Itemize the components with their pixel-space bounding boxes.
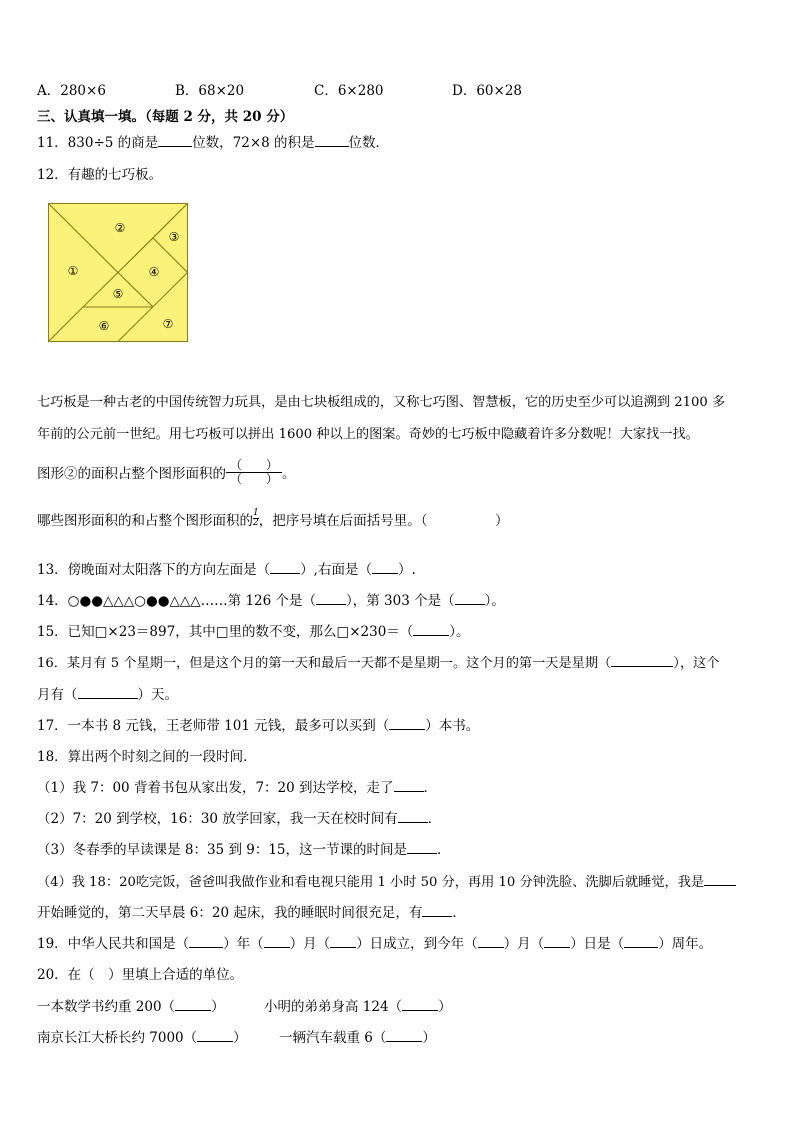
q18-s1-end: ． xyxy=(423,780,437,796)
question-12-title: 12．有趣的七巧板。 xyxy=(37,167,163,183)
question-20-item-d xyxy=(279,1029,436,1047)
q16-text-1: 16．某月有 5 个星期一，但是这个月的第一天和最后一天都不是星期一。这个月的第一天是星期（ xyxy=(37,656,612,671)
q18-s4-text: （4）我 18：20吃完饭，爸爸叫我做作业和看电视只能用 1 小时 50 分，再用 10 分钟洗脸、洗脚后就睡觉，我是 xyxy=(37,875,705,890)
question-18-title: 18．算出两个时刻之间的一段时间． xyxy=(37,749,257,765)
q15-text-2: ）。 xyxy=(449,624,470,640)
option-b: B．68×20 xyxy=(175,83,245,99)
question-12-fraction-line xyxy=(37,458,296,488)
answer-blank[interactable] xyxy=(455,592,485,605)
q18-s2-text: （2）7：20 到学校，16：30 放学回家，我一天在校时间有 xyxy=(37,811,398,827)
answer-blank[interactable] xyxy=(611,654,673,667)
answer-blank[interactable] xyxy=(478,935,504,948)
piece-label-2: ② xyxy=(114,221,126,235)
q18-s4-text-2: 开始睡觉的，第二天早晨 6：20 起床，我的睡眠时间很充足，有 xyxy=(37,905,423,921)
answer-blank[interactable] xyxy=(264,935,290,948)
question-18-sub3 xyxy=(37,841,451,859)
q18-s2-end: ． xyxy=(427,811,442,827)
q20-d-end: ） xyxy=(422,1030,436,1046)
piece-label-6: ⑥ xyxy=(98,319,110,333)
question-18-sub4-line2 xyxy=(37,904,466,922)
answer-blank[interactable] xyxy=(316,592,346,605)
q20-d-text: 一辆汽车载重 6（ xyxy=(279,1030,387,1046)
piece-label-5: ⑤ xyxy=(112,287,124,301)
answer-blank[interactable] xyxy=(189,935,223,948)
answer-blank[interactable] xyxy=(372,561,398,574)
question-20-title: 20．在（ ）里填上合适的单位。 xyxy=(37,967,244,983)
q18-s1-text: （1）我 7：00 背着书包从家出发，7：20 到达学校，走了 xyxy=(37,780,394,796)
answer-blank[interactable] xyxy=(389,717,425,730)
question-11 xyxy=(37,134,389,152)
answer-blank[interactable] xyxy=(704,873,736,886)
fraction-denominator-blank[interactable]: （ ） xyxy=(230,472,279,486)
q18-s3-end: ． xyxy=(437,842,451,858)
answer-blank[interactable] xyxy=(407,841,437,854)
q16-text-4: ）天。 xyxy=(137,687,178,703)
q20-b-text: 小明的弟弟身高 124（ xyxy=(264,999,403,1015)
q19-text-4: ）日成立，到今年（ xyxy=(356,936,478,952)
question-16-line2 xyxy=(37,686,178,704)
q11-text-1: 11．830÷5 的商是 xyxy=(37,135,159,151)
question-14 xyxy=(37,592,505,610)
piece-label-3: ③ xyxy=(168,230,180,244)
answer-blank[interactable] xyxy=(158,134,192,147)
q14-text-3: ）。 xyxy=(484,593,505,609)
question-16-line1 xyxy=(37,654,719,673)
question-18-sub1 xyxy=(37,779,437,797)
q19-text-5: ）月（ xyxy=(503,936,545,952)
option-c: C．6×280 xyxy=(314,83,384,99)
answer-blank[interactable] xyxy=(197,1029,233,1042)
question-13 xyxy=(37,561,416,579)
answer-blank[interactable] xyxy=(398,810,428,823)
tangram-intro-line2: 年前的公元前一世纪。用七巧板可以拼出 1600 种以上的图案。奇妙的七巧板中隐藏着许多分数呢！大家找一找。 xyxy=(37,427,699,442)
answer-blank[interactable] xyxy=(330,935,356,948)
q20-c-text: 南京长江大桥长约 7000（ xyxy=(37,1030,198,1046)
option-d: D．60×28 xyxy=(452,83,522,99)
q13-text-3: ）. xyxy=(397,562,416,578)
q13-text-1: 13．傍晚面对太阳落下的方向左面是（ xyxy=(37,562,271,578)
section-title: 三、认真填一填。（每题 2 分，共 20 分） xyxy=(37,109,294,125)
q12-line3-suffix: 。 xyxy=(282,466,296,482)
answer-blank[interactable] xyxy=(544,935,570,948)
piece-label-4: ④ xyxy=(148,265,160,279)
question-20-item-b xyxy=(264,998,452,1016)
q12-line4-suffix[interactable]: ，把序号填在后面括号里。（ ） xyxy=(258,513,509,529)
answer-blank[interactable] xyxy=(270,561,300,574)
q20-b-end: ） xyxy=(438,999,452,1015)
piece-label-7: ⑦ xyxy=(162,317,174,331)
fraction-numerator-blank[interactable]: （ ） xyxy=(226,459,282,473)
q19-text-2: ）年（ xyxy=(223,936,264,952)
q11-text-2: 位数，72×8 的积是 xyxy=(192,135,315,151)
half-numerator: 1 xyxy=(253,508,259,518)
answer-blank[interactable] xyxy=(624,935,658,948)
q19-text-6: ）日是（ xyxy=(570,936,625,952)
q12-line4-text: 哪些图形面积的和占整个图形面积的 xyxy=(37,513,253,529)
q11-text-3: 位数． xyxy=(348,135,390,151)
q15-text-1: 15．已知□×23＝897，其中□里的数不变，那么□×230＝（ xyxy=(37,624,414,640)
q19-text-7: ）周年。 xyxy=(658,936,713,952)
question-18-sub2 xyxy=(37,810,441,828)
question-20-item-a xyxy=(37,998,225,1016)
q17-text-2: ）本书。 xyxy=(425,718,480,734)
answer-blank[interactable] xyxy=(386,1029,422,1042)
q19-text-1: 19．中华人民共和国是（ xyxy=(37,936,190,952)
q18-s3-text: （3）冬春季的早读课是 8：35 到 9：15，这一节课的时间是 xyxy=(37,842,407,858)
half-denominator: 2 xyxy=(253,518,259,528)
option-a: A．280×6 xyxy=(37,83,106,99)
q12-line3-text: 图形②的面积占整个图形面积的 xyxy=(37,466,226,482)
answer-blank[interactable] xyxy=(78,686,138,699)
q14-text-1: 14．○●●△△△○●●△△△……第 126 个是（ xyxy=(37,593,316,609)
q14-text-2: ），第 303 个是（ xyxy=(346,593,455,609)
question-15 xyxy=(37,623,470,641)
answer-blank[interactable] xyxy=(413,623,449,636)
fraction-answer[interactable] xyxy=(226,459,282,486)
q19-text-3: ）月（ xyxy=(289,936,331,952)
q16-text-2: ），这个 xyxy=(673,656,720,671)
question-19 xyxy=(37,935,712,953)
answer-blank[interactable] xyxy=(422,904,452,917)
q13-text-2: ）,右面是（ xyxy=(300,562,372,578)
q16-text-3: 月有（ xyxy=(37,687,78,703)
answer-blank[interactable] xyxy=(175,998,211,1011)
q18-s4-end: ． xyxy=(452,905,466,921)
question-20-item-c xyxy=(37,1029,247,1047)
piece-label-1: ① xyxy=(67,264,79,278)
tangram-intro-line1: 七巧板是一种古老的中国传统智力玩具，是由七块板组成的，又称七巧图、智慧板，它的历史至少可以追溯到 2100 多 xyxy=(37,395,726,410)
q20-a-text: 一本数学书约重 200（ xyxy=(37,999,176,1015)
fraction-one-half xyxy=(253,509,259,528)
answer-blank[interactable] xyxy=(394,779,424,792)
answer-blank[interactable] xyxy=(402,998,438,1011)
tangram-figure xyxy=(48,203,190,343)
q20-c-end: ） xyxy=(233,1030,247,1046)
question-17 xyxy=(37,717,479,735)
question-18-sub4-line1 xyxy=(37,873,736,892)
question-12-half-line xyxy=(37,508,509,531)
q17-text-1: 17．一本书 8 元钱，王老师带 101 元钱，最多可以买到（ xyxy=(37,718,390,734)
q20-a-end: ） xyxy=(211,999,225,1015)
answer-blank[interactable] xyxy=(315,134,349,147)
